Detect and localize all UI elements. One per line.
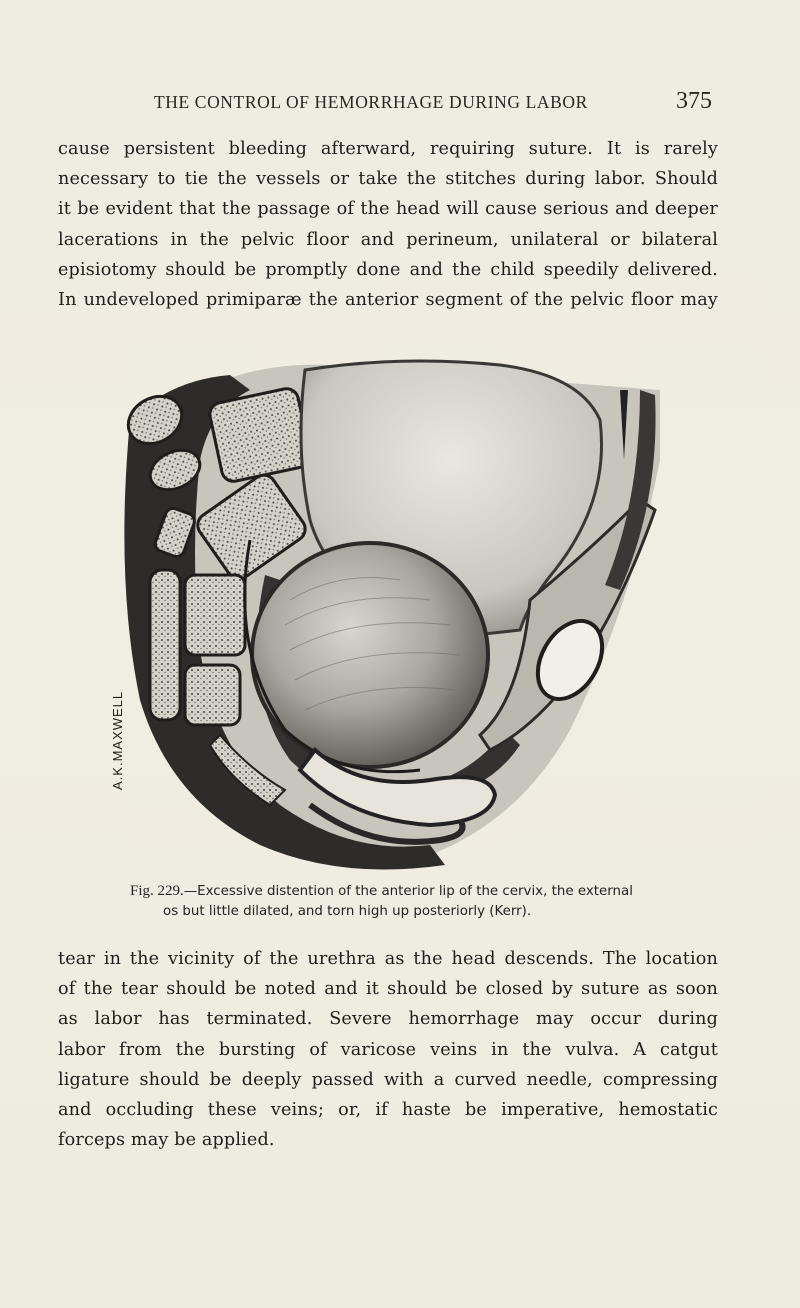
figure-label: Fig. 229. [130,883,184,899]
body-paragraph-top [58,134,718,315]
running-head [154,88,714,118]
pelvis-section-drawing [100,350,680,875]
text-line: episiotomy should be promptly done and the child speedily delivered. [58,259,718,280]
running-title: THE CONTROL OF HEMORRHAGE DURING LABOR [154,92,588,112]
artist-signature: A.K.MAXWELL [110,690,125,790]
text-line: forceps may be applied. [58,1130,275,1151]
figure-caption [130,881,690,922]
text-line: it be evident that the passage of the head will cause serious and deeper [58,199,718,220]
caption-text-line2: os but little dilated, and torn high up posteriorly (Kerr). [163,904,532,919]
text-line: ligature should be deeply passed with a curved needle, compressing [58,1069,718,1090]
caption-text-line1: —Excessive distention of the anterior lip of the cervix, the external [183,884,633,899]
text-line: as labor has terminated. Severe hemorrhage may occur during [58,1009,718,1030]
body-paragraph-bottom [58,944,718,1155]
anatomical-illustration [100,350,680,875]
text-line: of the tear should be noted and it should be closed by suture as soon [58,979,718,1000]
text-line: labor from the bursting of varicose veins in the vulva. A catgut [58,1039,718,1060]
text-line: cause persistent bleeding afterward, requiring suture. It is rarely [58,139,718,159]
text-line: lacerations in the pelvic floor and perineum, unilateral or bilateral [58,229,718,250]
page-number: 375 [676,88,712,114]
text-line: tear in the vicinity of the urethra as the head descends. The location [58,949,718,969]
text-line: In undeveloped primiparæ the anterior segment of the pelvic floor may [58,290,718,311]
text-line: and occluding these veins; or, if haste be imperative, hemostatic [58,1100,718,1121]
text-line: necessary to tie the vessels or take the stitches during labor. Should [58,169,718,190]
